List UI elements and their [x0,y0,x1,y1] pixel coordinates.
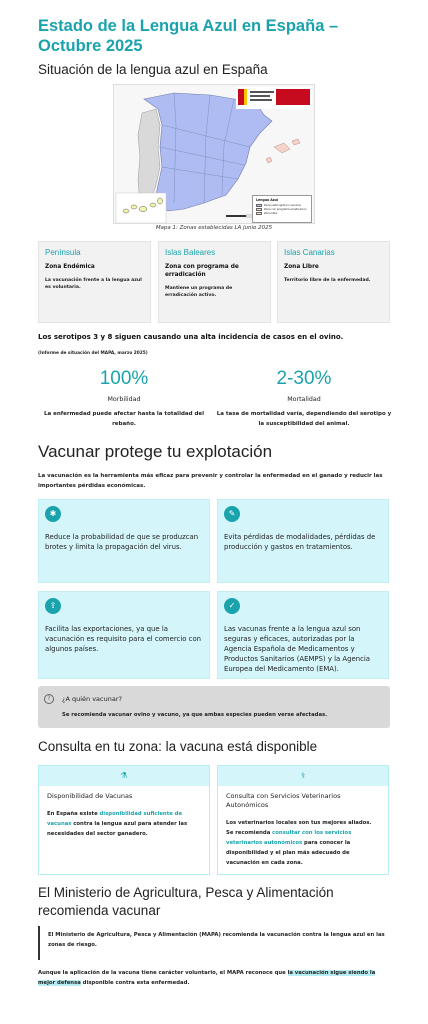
zone-type: Zona con programa de erradicación [165,264,239,278]
stat-value: 100% [99,368,149,389]
serotypes-statement: Los serotipos 3 y 8 siguen causando una alta incidencia de casos en el ovino. [38,333,344,341]
zone-desc: La vacunación frente a la lengua azul es voluntaria. [45,278,142,290]
stat-desc: La enfermedad puede afectar hasta la totalidad del rebaño. [43,411,205,427]
zone-card-peninsula [38,241,151,323]
situation-heading: Situación de la lengua azul en España [38,62,268,77]
legend-label: Zona restringida (in vacuna) [264,203,301,207]
vet-services-link[interactable]: consultar con los servicios veterinarios autonómicos [226,830,352,846]
card-body-text: contra la lengua azul para atender las necesidades del sector ganadero. [47,821,188,837]
zone-name: Islas Baleares [165,248,216,257]
map-legend-title: Lengua Azul [256,198,278,202]
map-legend [252,195,312,223]
syringe-icon: ✎ [224,506,240,522]
vet-icon: ⚕ [218,766,388,786]
zone-name: Península [45,248,81,257]
legend-swatch [256,204,262,207]
benefit-card [38,499,210,583]
vial-icon: ⚗ [39,766,209,786]
zone-desc: Mantiene un programa de erradicación activo. [165,286,233,298]
zone-type: Zona Endémica [45,264,95,270]
card-body [218,818,388,868]
highlighted-text: la vacunación sigue siendo la mejor defensa [38,970,376,986]
stat-morbidity [34,368,214,429]
zone-card-baleares [158,241,271,323]
page-title: Estado de la Lengua Azul en España – Octubre 2025 [38,17,339,55]
benefit-text: Evita pérdidas de modalidades, pérdidas de producción y gastos en tratamientos. [224,533,376,551]
vet-services-card [217,765,389,875]
zone-type: Zona Libre [284,264,319,270]
final-text: Aunque la aplicación de la vacuna tiene carácter voluntario, el MAPA reconoce que [38,970,288,976]
quote-text: El Ministerio de Agricultura, Pesca y Alimentación (MAPA) recomienda la vacunación contra la lengua azul en las zonas de riesgo. [48,932,385,948]
stat-value: 2-30% [276,368,332,389]
virus-icon: ✱ [45,506,61,522]
card-title: Disponibilidad de Vacunas [47,792,133,800]
who-text: Se recomienda vacunar ovino y vacuno, ya que ambas especies pueden verse afectadas. [62,712,328,718]
card-body [39,809,209,839]
export-icon: ⇪ [45,598,61,614]
help-icon: ? [44,694,54,704]
card-body-text: para conocer la disponibilidad y el plan más adecuado de vacunación en cada zona. [226,840,351,866]
final-statement [38,968,390,988]
consult-heading: Consulta en tu zona: la vacuna está disponible [38,739,318,754]
map-caption: Mapa 1: Zonas establecidas LA junio 2025 [155,225,273,231]
vaccine-icon: ✓ [224,598,240,614]
legend-label: Zona con programa erradicación [264,207,307,211]
card-body-text: En España existe [47,811,100,817]
benefit-card [217,591,389,679]
ministry-heading: El Ministerio de Agricultura, Pesca y Alimentación recomienda vacunar [38,885,334,918]
serotypes-source: (Informe de situación del MAPA, marzo 2025) [38,351,148,356]
zone-card-canarias [277,241,390,323]
legend-swatch [256,212,262,215]
availability-link[interactable]: disponibilidad suficiente de vacunas [47,811,183,827]
vaccinate-heading: Vacunar protege tu explotación [38,442,273,461]
ministry-quote [38,926,390,960]
stat-label: Morbilidad [107,396,141,403]
benefit-text: Reduce la probabilidad de que se produzcan brotes y limita la propagación del virus. [45,533,199,551]
legend-item [256,212,308,215]
legend-swatch [256,208,262,211]
legend-item [256,204,308,207]
card-body-text: Se recomienda [226,830,273,836]
who-title: ¿A quién vacunar? [62,695,122,703]
benefit-card [217,499,389,583]
card-body-lead: Los veterinarios locales son tus mejores aliados. [226,820,372,826]
benefit-card [38,591,210,679]
stat-desc: La tasa de mortalidad varía, dependiendo del serotipo y la susceptibilidad del animal. [216,411,392,427]
benefit-text: Las vacunas frente a la lengua azul son seguras y eficaces, autorizadas por la Agencia Española de Medicamentos y Productos Sanitarios (AEMPS) y la Agencia Europea del Medicamento (EMA). [224,625,371,673]
stat-mortality [214,368,394,429]
final-text: disponible contra esta enfermedad. [80,980,190,986]
legend-item [256,208,308,211]
stat-label: Mortalidad [287,396,321,403]
spain-zones-map [113,84,315,224]
zone-name: Islas Canarias [284,248,335,257]
legend-label: Zona libre [264,211,278,215]
benefit-text: Facilita las exportaciones, ya que la vacunación es requisito para el comercio con algunos países. [45,625,202,653]
vaccine-availability-card [38,765,210,875]
vaccinate-intro: La vacunación es la herramienta más eficaz para prevenir y controlar la enfermedad en el ganado y reducir las importantes pérdidas económicas. [38,473,383,489]
who-to-vaccinate-box [38,686,390,728]
card-title: Consulta con Servicios Veterinarios Autonómicos [226,792,341,809]
zone-desc: Territorio libre de la enfermedad. [284,278,371,283]
